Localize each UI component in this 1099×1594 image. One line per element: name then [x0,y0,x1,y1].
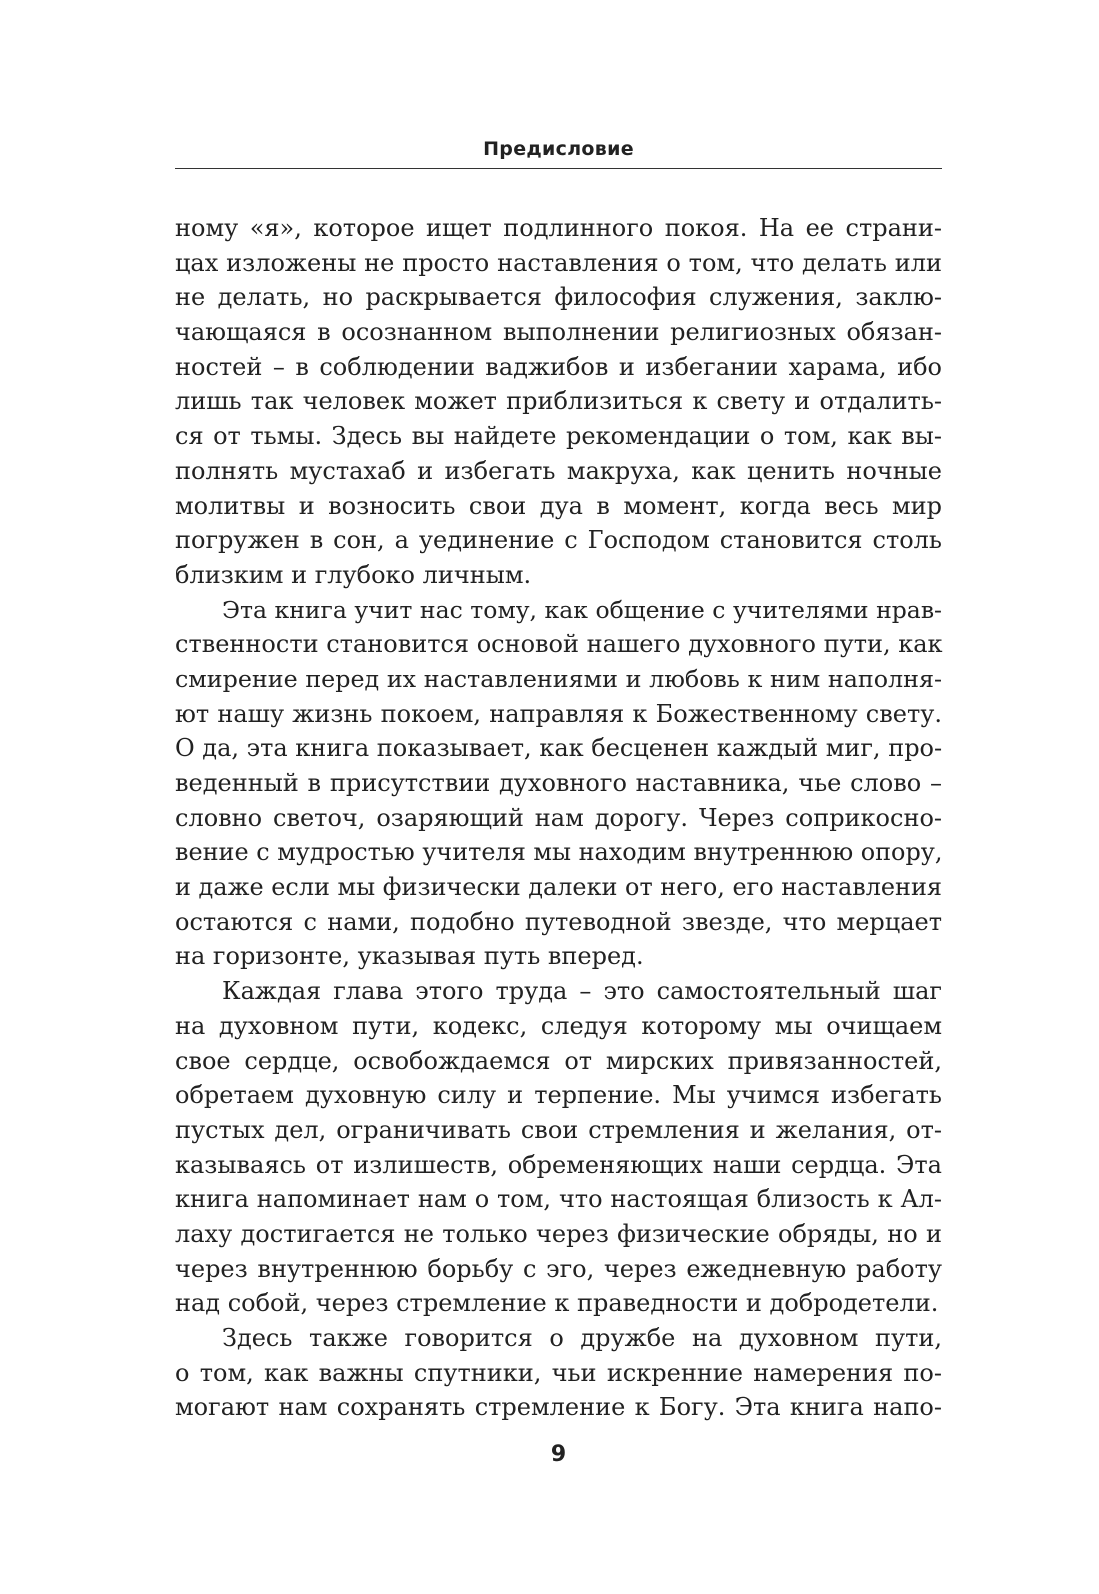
text-line: ся от тьмы. Здесь вы найдете рекомендации о том, как вы- [175,422,942,451]
text-line: молитвы и возносить свои дуа в момент, когда весь мир [175,491,942,520]
page-number: 9 [550,1442,567,1467]
text-line: и даже если мы физически далеки от него, его наставления [175,873,942,902]
text-line: лаху достигается не только через физические обряды, но и [175,1219,942,1248]
text-line: Каждая глава этого труда – это самостоятельный шаг [222,977,942,1006]
text-line: обретаем духовную силу и терпение. Мы учимся избегать [175,1081,942,1110]
text-line: вение с мудростью учителя мы находим внутреннюю опору, [175,838,943,867]
header-rule [175,168,942,169]
text-line: ностей – в соблюдении ваджибов и избегании харама, ибо [175,352,942,381]
text-line: смирение перед их наставлениями и любовь к ним наполня- [175,664,942,693]
text-line: пустых дел, ограничивать свои стремления и желания, от- [175,1115,942,1144]
text-line: чающаяся в осознанном выполнении религиозных обязан- [175,318,942,347]
text-line: на горизонте, указывая путь вперед. [175,942,644,971]
text-line: ственности становится основой нашего духовного пути, как [175,630,943,659]
text-line: Эта книга учит нас тому, как общение с учителями нрав- [222,595,942,624]
body-text [175,211,942,1425]
text-line: над собой, через стремление к праведности и добродетели. [175,1289,939,1318]
paragraph [175,593,942,975]
text-line: на духовном пути, кодекс, следуя которому мы очищаем [175,1011,942,1040]
text-line: о том, как важны спутники, чьи искренние намерения по- [175,1358,942,1387]
text-line: цах изложены не просто наставления о том, что делать или [175,248,942,277]
text-line: веденный в присутствии духовного наставника, чье слово – [175,769,942,797]
text-line: ному «я», которое ищет подлинного покоя. На ее страни- [175,214,942,242]
text-line: казываясь от излишеств, обременяющих наши сердца. Эта [175,1150,942,1179]
paragraph [175,211,942,593]
text-line: полнять мустахаб и избегать макруха, как ценить ночные [175,456,942,485]
text-line: лишь так человек может приблизиться к свету и отдалить- [175,387,942,416]
text-line: ют нашу жизнь покоем, направляя к Божественному свету. [175,699,942,728]
text-line: книга напоминает нам о том, что настоящая близость к Ал- [175,1185,942,1214]
text-line: не делать, но раскрывается философия служения, заклю- [175,283,942,312]
paragraph [175,974,942,1321]
text-line: О да, эта книга показывает, как бесценен каждый миг, про- [175,734,943,763]
text-line: словно светоч, озаряющий нам дорогу. Через соприкосно- [175,803,942,832]
text-line: через внутреннюю борьбу с эго, через ежедневную работу [175,1254,942,1283]
text-line: близким и глубоко личным. [175,560,532,589]
text-line: остаются с нами, подобно путеводной звезде, что мерцает [175,907,942,936]
text-line: Здесь также говорится о дружбе на духовном пути, [222,1324,942,1352]
text-line: свое сердце, освобождаемся от мирских привязанностей, [175,1046,942,1075]
running-head: Предисловие [483,138,634,160]
paragraph [175,1321,942,1425]
text-line: могают нам сохранять стремление к Богу. Эта книга напо- [175,1393,942,1422]
text-line: погружен в сон, а уединение с Господом становится столь [175,526,942,555]
